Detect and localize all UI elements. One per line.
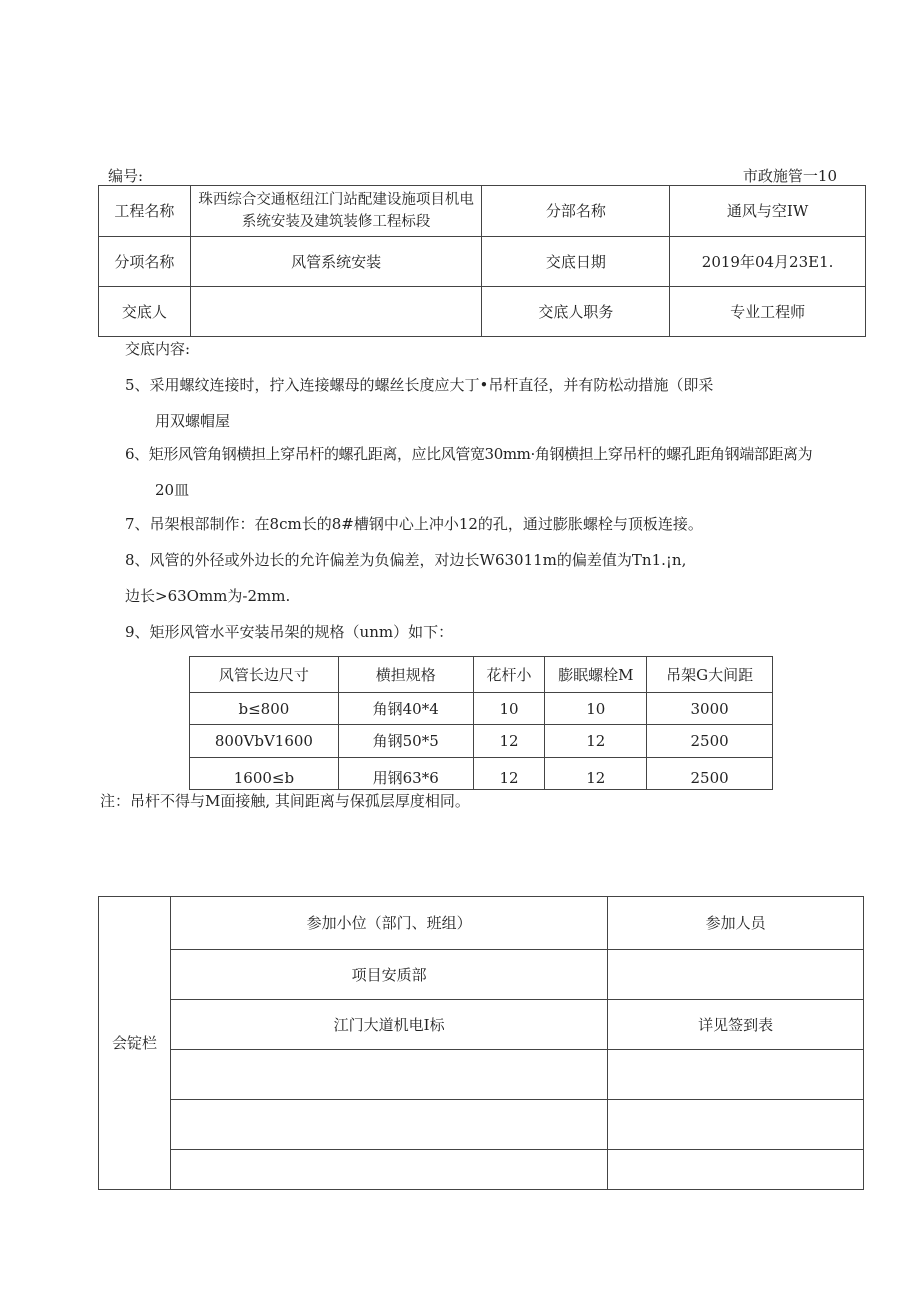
sign-unit (170, 1050, 607, 1100)
sign-unit: 江门大道机电I标 (170, 1000, 607, 1050)
spec-cell: 12 (545, 758, 647, 790)
item-6-line1: 6、矩形风管角钢横担上穿吊杆的螺孔距离，应比风管宽30mm·角钢横担上穿吊杆的螺孔距角钢端部距离为 (125, 445, 813, 463)
spec-cell: 10 (545, 693, 647, 725)
sign-unit: 项目安质部 (170, 950, 607, 1000)
spec-header: 膨眠螺栓M (545, 657, 647, 693)
spec-cell: 2500 (647, 758, 773, 790)
spec-cell: 1600≤b (190, 758, 339, 790)
info-table (98, 185, 866, 337)
spec-header: 吊架G大间距 (647, 657, 773, 693)
presenter-value (190, 287, 482, 337)
sign-people[interactable]: 详见签到表 (608, 1000, 864, 1050)
position-value: 专业工程师 (670, 287, 866, 337)
spec-cell: 800VbV1600 (190, 725, 339, 758)
spec-cell: 12 (473, 725, 545, 758)
sign-people[interactable] (608, 1100, 864, 1150)
sign-unit (170, 1100, 607, 1150)
item-7: 7、吊架根部制作：在8cm长的8#槽钢中心上冲小12的孔，通过膨胀螺栓与顶板连接。 (125, 515, 703, 533)
spec-cell: 角钢40*4 (338, 693, 473, 725)
spec-row (190, 725, 773, 758)
sign-table (98, 896, 864, 1190)
number-label: 编号: (108, 167, 144, 185)
project-name-label: 工程名称 (99, 186, 191, 237)
spec-row (190, 693, 773, 725)
division-value: 通风与空IW (670, 186, 866, 237)
sign-side-label: 会锭栏 (99, 897, 171, 1190)
spec-cell: 10 (473, 693, 545, 725)
item-5-line2: 用双螺帽屋 (155, 412, 231, 430)
item-9: 9、矩形风管水平安装吊架的规格（unm）如下： (125, 623, 454, 641)
sign-unit (170, 1150, 607, 1190)
division-label: 分部名称 (482, 186, 670, 237)
sign-people[interactable] (608, 950, 864, 1000)
item-8-line2: 边长>63Omm为-2mm. (125, 587, 291, 605)
content-title: 交底内容: (125, 340, 191, 358)
spec-cell: b≤800 (190, 693, 339, 725)
spec-header: 风管长边尺寸 (190, 657, 339, 693)
spec-cell: 用钢63*6 (338, 758, 473, 790)
sign-people[interactable] (608, 1050, 864, 1100)
item-8-line1: 8、风管的外径或外边长的允许偏差为负偏差，对边长W63011m的偏差值为Tn1.¡n, (125, 551, 687, 569)
sign-people[interactable] (608, 1150, 864, 1190)
spec-cell: 角钢50*5 (338, 725, 473, 758)
spec-cell: 12 (545, 725, 647, 758)
spec-header: 花杆小 (473, 657, 545, 693)
presenter-label: 交底人 (99, 287, 191, 337)
subitem-value: 风管系统安装 (190, 237, 482, 287)
spec-cell: 3000 (647, 693, 773, 725)
spec-cell: 2500 (647, 725, 773, 758)
spec-table (189, 656, 773, 790)
item-5-line1: 5、采用螺纹连接时，拧入连接螺母的螺丝长度应大丁•吊杆直径，并有防松动措施（即采 (125, 376, 714, 394)
spec-cell: 12 (473, 758, 545, 790)
spec-header-row (190, 657, 773, 693)
position-label: 交底人职务 (482, 287, 670, 337)
note: 注：吊杆不得与M面接触, 其间距离与保孤层厚度相同。 (100, 792, 470, 810)
sign-header-unit: 参加小位（部门、班组） (170, 897, 607, 950)
date-label: 交底日期 (482, 237, 670, 287)
document-code: 市政施管一10 (742, 167, 837, 185)
sign-header-people: 参加人员 (608, 897, 864, 950)
item-6-line2: 20皿 (155, 481, 190, 499)
subitem-label: 分项名称 (99, 237, 191, 287)
spec-header: 横担规格 (338, 657, 473, 693)
date-value: 2019年04月23E1. (670, 237, 866, 287)
project-name: 珠西综合交通枢纽江门站配建设施项目机电系统安装及建筑装修工程标段 (190, 186, 482, 237)
spec-row (190, 758, 773, 790)
